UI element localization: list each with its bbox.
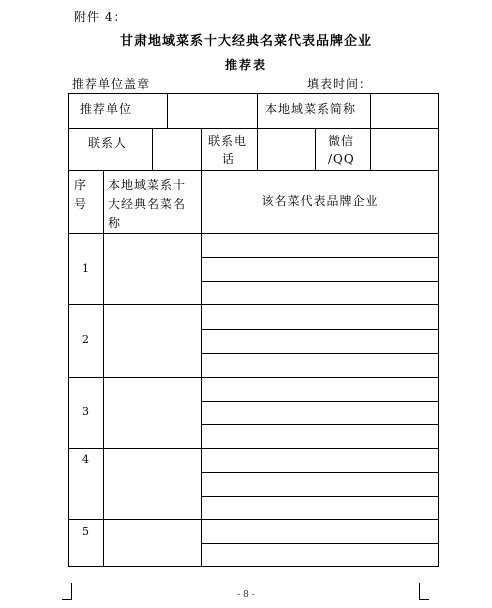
table-rule [68, 128, 439, 129]
contact-phone-label-line1: 联系电 [208, 134, 248, 148]
table-rule [68, 170, 439, 171]
document-title: 甘肃地域菜系十大经典名菜代表品牌企业 [119, 34, 372, 49]
dish-column-label-line2: 大经典名菜名 [108, 197, 187, 211]
table-rule [370, 93, 371, 129]
fill-time-label: 填表时间： [307, 77, 373, 91]
table-rule [167, 93, 168, 129]
enterprise-column-label: 该名菜代表品牌企业 [261, 194, 379, 208]
document-subtitle: 推荐表 [224, 58, 267, 72]
contact-phone-label-line2: 话 [222, 152, 236, 166]
table-rule [201, 472, 439, 473]
table-rule [201, 281, 439, 282]
row-number: 3 [82, 405, 89, 418]
dish-column-label-line3: 称 [108, 216, 122, 230]
table-rule [315, 128, 316, 171]
table-rule [201, 128, 202, 171]
table-rule [201, 329, 439, 330]
table-rule [201, 353, 439, 354]
table-rule [257, 128, 258, 171]
table-rule [152, 128, 153, 171]
seq-label-line1: 序 [74, 178, 88, 192]
table-rule [68, 448, 439, 449]
table-rule [370, 128, 371, 171]
table-rule [201, 496, 439, 497]
table-rule [68, 377, 439, 378]
attachment-label: 附件 4： [74, 10, 127, 24]
table-rule [257, 93, 258, 129]
local-cuisine-abbr-label: 本地域菜系简称 [265, 102, 357, 116]
table-rule [201, 543, 439, 544]
row-number: 5 [82, 525, 89, 538]
contact-person-label: 联系人 [88, 136, 128, 150]
table-rule [201, 257, 439, 258]
wechat-label-line1: 微信 [328, 134, 355, 148]
table-rule [68, 519, 439, 520]
page-number: - 8 - [237, 590, 255, 600]
table-border-bottom [68, 566, 439, 567]
row-number: 2 [82, 333, 89, 346]
recommend-unit-label: 推荐单位 [80, 102, 133, 116]
seq-label-line2: 号 [74, 197, 88, 211]
table-rule [103, 170, 104, 567]
table-rule [201, 424, 439, 425]
table-border-top [68, 93, 439, 94]
row-number: 1 [82, 262, 89, 275]
table-rule [68, 233, 439, 234]
dish-column-label-line1: 本地域菜系十 [108, 178, 187, 192]
recommender-stamp-label: 推荐单位盖章 [72, 77, 151, 91]
table-rule [201, 170, 202, 567]
table-border-left [68, 93, 69, 567]
table-rule [68, 304, 439, 305]
row-number: 4 [82, 453, 89, 466]
table-rule [201, 401, 439, 402]
wechat-label-line2: /QQ [328, 152, 355, 166]
